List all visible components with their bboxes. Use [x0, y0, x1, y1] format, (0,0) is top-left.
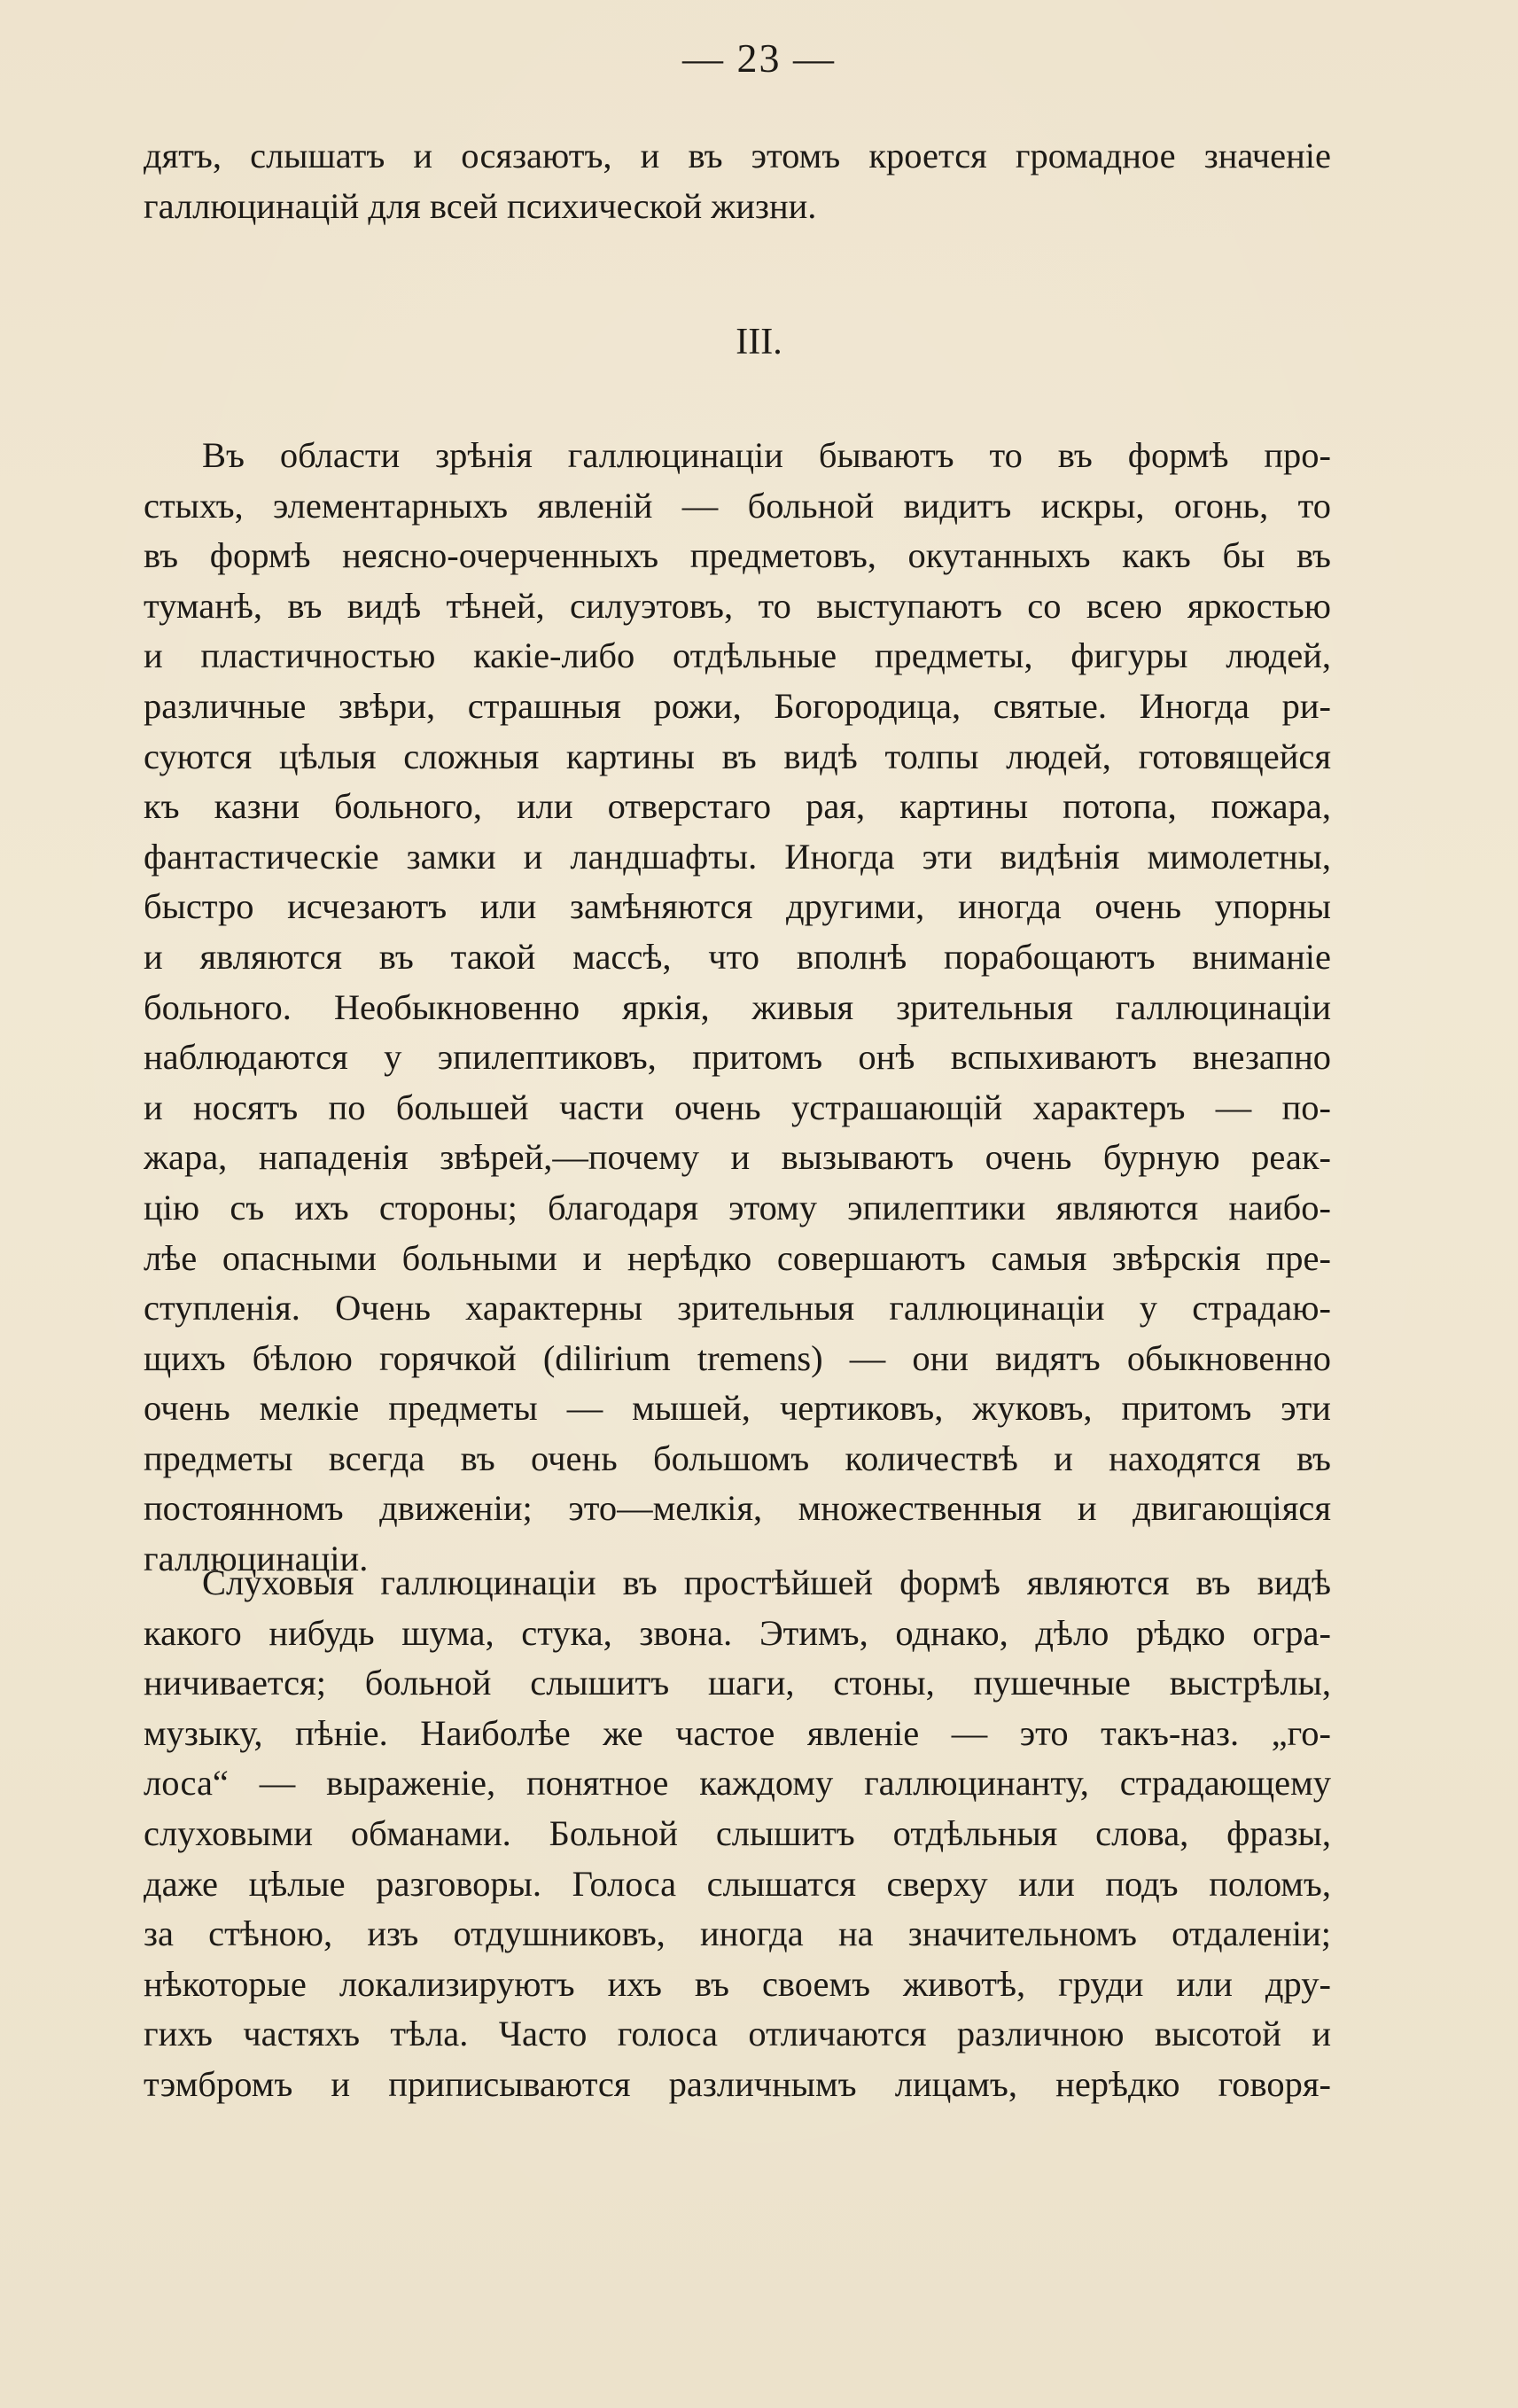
paragraph-auditory-hallucinations	[144, 1558, 1331, 2110]
text-line: и пластичностью какiе-либо отдѣльные предметы, фигуры людей,	[144, 635, 1331, 676]
page-number: — 23 —	[682, 35, 836, 81]
text-line: въ формѣ неясно-очерченныхъ предметовъ, окутанныхъ какъ бы въ	[144, 535, 1331, 576]
text-line: цiю съ ихъ стороны; благодаря этому эпилептики являются наибо-	[144, 1187, 1331, 1227]
text-line: щихъ бѣлою горячкой (dilirium tremens) — они видятъ обыкновенно	[144, 1337, 1331, 1378]
text-line: наблюдаются у эпилептиковъ, притомъ онѣ вспыхиваютъ внезапно	[144, 1037, 1331, 1078]
text-line: суются цѣлыя сложныя картины въ видѣ толпы людей, готовящейся	[144, 736, 1331, 776]
text-line: галлюцинацiй для всей психической жизни.	[144, 185, 817, 226]
text-line: фантастическiе замки и ландшафты. Иногда эти видѣнiя мимолетны,	[144, 836, 1331, 877]
text-line: туманѣ, въ видѣ тѣней, силуэтовъ, то выступаютъ со всею яркостью	[144, 585, 1331, 626]
opening-paragraph	[144, 131, 1331, 231]
text-line: къ казни больного, или отверстаго рая, картины потопа, пожара,	[144, 786, 1331, 827]
text-line: больного. Необыкновенно яркiя, живыя зрительныя галлюцинацiи	[144, 986, 1331, 1027]
text-line: и являются въ такой массѣ, что вполнѣ порабощаютъ вниманiе	[144, 936, 1331, 977]
text-line: галлюцинацiи.	[144, 1539, 369, 1579]
text-line: нѣкоторые локализируютъ ихъ въ своемъ животѣ, груди или дру-	[144, 1963, 1331, 2004]
section-heading: III.	[736, 322, 782, 362]
text-line: быстро исчезаютъ или замѣняются другими, иногда очень упорны	[144, 886, 1331, 927]
text-line: музыку, пѣнiе. Наиболѣе же частое явленiе — это такъ-наз. „го-	[144, 1712, 1331, 1753]
text-line: Въ области зрѣнiя галлюцинацiи бываютъ то въ формѣ про-	[202, 435, 1331, 475]
text-line: предметы всегда въ очень большомъ количествѣ и находятся въ	[144, 1438, 1331, 1478]
text-line: слуховыми обманами. Больной слышитъ отдѣльныя слова, фразы,	[144, 1812, 1331, 1853]
text-line: постоянномъ движенiи; это—мелкiя, множественныя и двигающiяся	[144, 1488, 1331, 1529]
text-line: ничивается; больной слышитъ шаги, стоны, пушечные выстрѣлы,	[144, 1663, 1331, 1703]
paragraph-visual-hallucinations	[144, 431, 1331, 1585]
text-line: жара, нападенiя звѣрей,—почему и вызываютъ очень бурную реак-	[144, 1137, 1331, 1178]
text-line: лоса“ — выраженiе, понятное каждому галлюцинанту, страдающему	[144, 1763, 1331, 1804]
text-line: и носятъ по большей части очень устрашающiй характеръ — по-	[144, 1087, 1331, 1127]
text-line: за стѣною, изъ отдушниковъ, иногда на значительномъ отдаленiи;	[144, 1913, 1331, 1954]
text-line: стыхъ, элементарныхъ явленiй — больной видитъ искры, огонь, то	[144, 485, 1331, 526]
text-line: гихъ частяхъ тѣла. Часто голоса отличаются различною высотой и	[144, 2014, 1331, 2054]
text-line: даже цѣлые разговоры. Голоса слышатся сверху или подъ поломъ,	[144, 1863, 1331, 1904]
text-line: ступленiя. Очень характерны зрительныя галлюцинацiи у страдаю-	[144, 1288, 1331, 1329]
text-line: тэмбромъ и приписываются различнымъ лицамъ, нерѣдко говоря-	[144, 2063, 1331, 2104]
text-line: какого нибудь шума, стука, звона. Этимъ, однако, дѣло рѣдко огра-	[144, 1612, 1331, 1653]
text-line: различные звѣри, страшныя рожи, Богородица, святые. Иногда ри-	[144, 685, 1331, 726]
text-line: Слуховыя галлюцинацiи въ простѣйшей формѣ являются въ видѣ	[202, 1562, 1331, 1602]
text-line: дятъ, слышатъ и осязаютъ, и въ этомъ кроется громадное значенiе	[144, 136, 1331, 175]
text-line: очень мелкiе предметы — мышей, чертиковъ, жуковъ, притомъ эти	[144, 1388, 1331, 1429]
text-line: лѣе опасными больными и нерѣдко совершаютъ самыя звѣрскiя пре-	[144, 1237, 1331, 1278]
